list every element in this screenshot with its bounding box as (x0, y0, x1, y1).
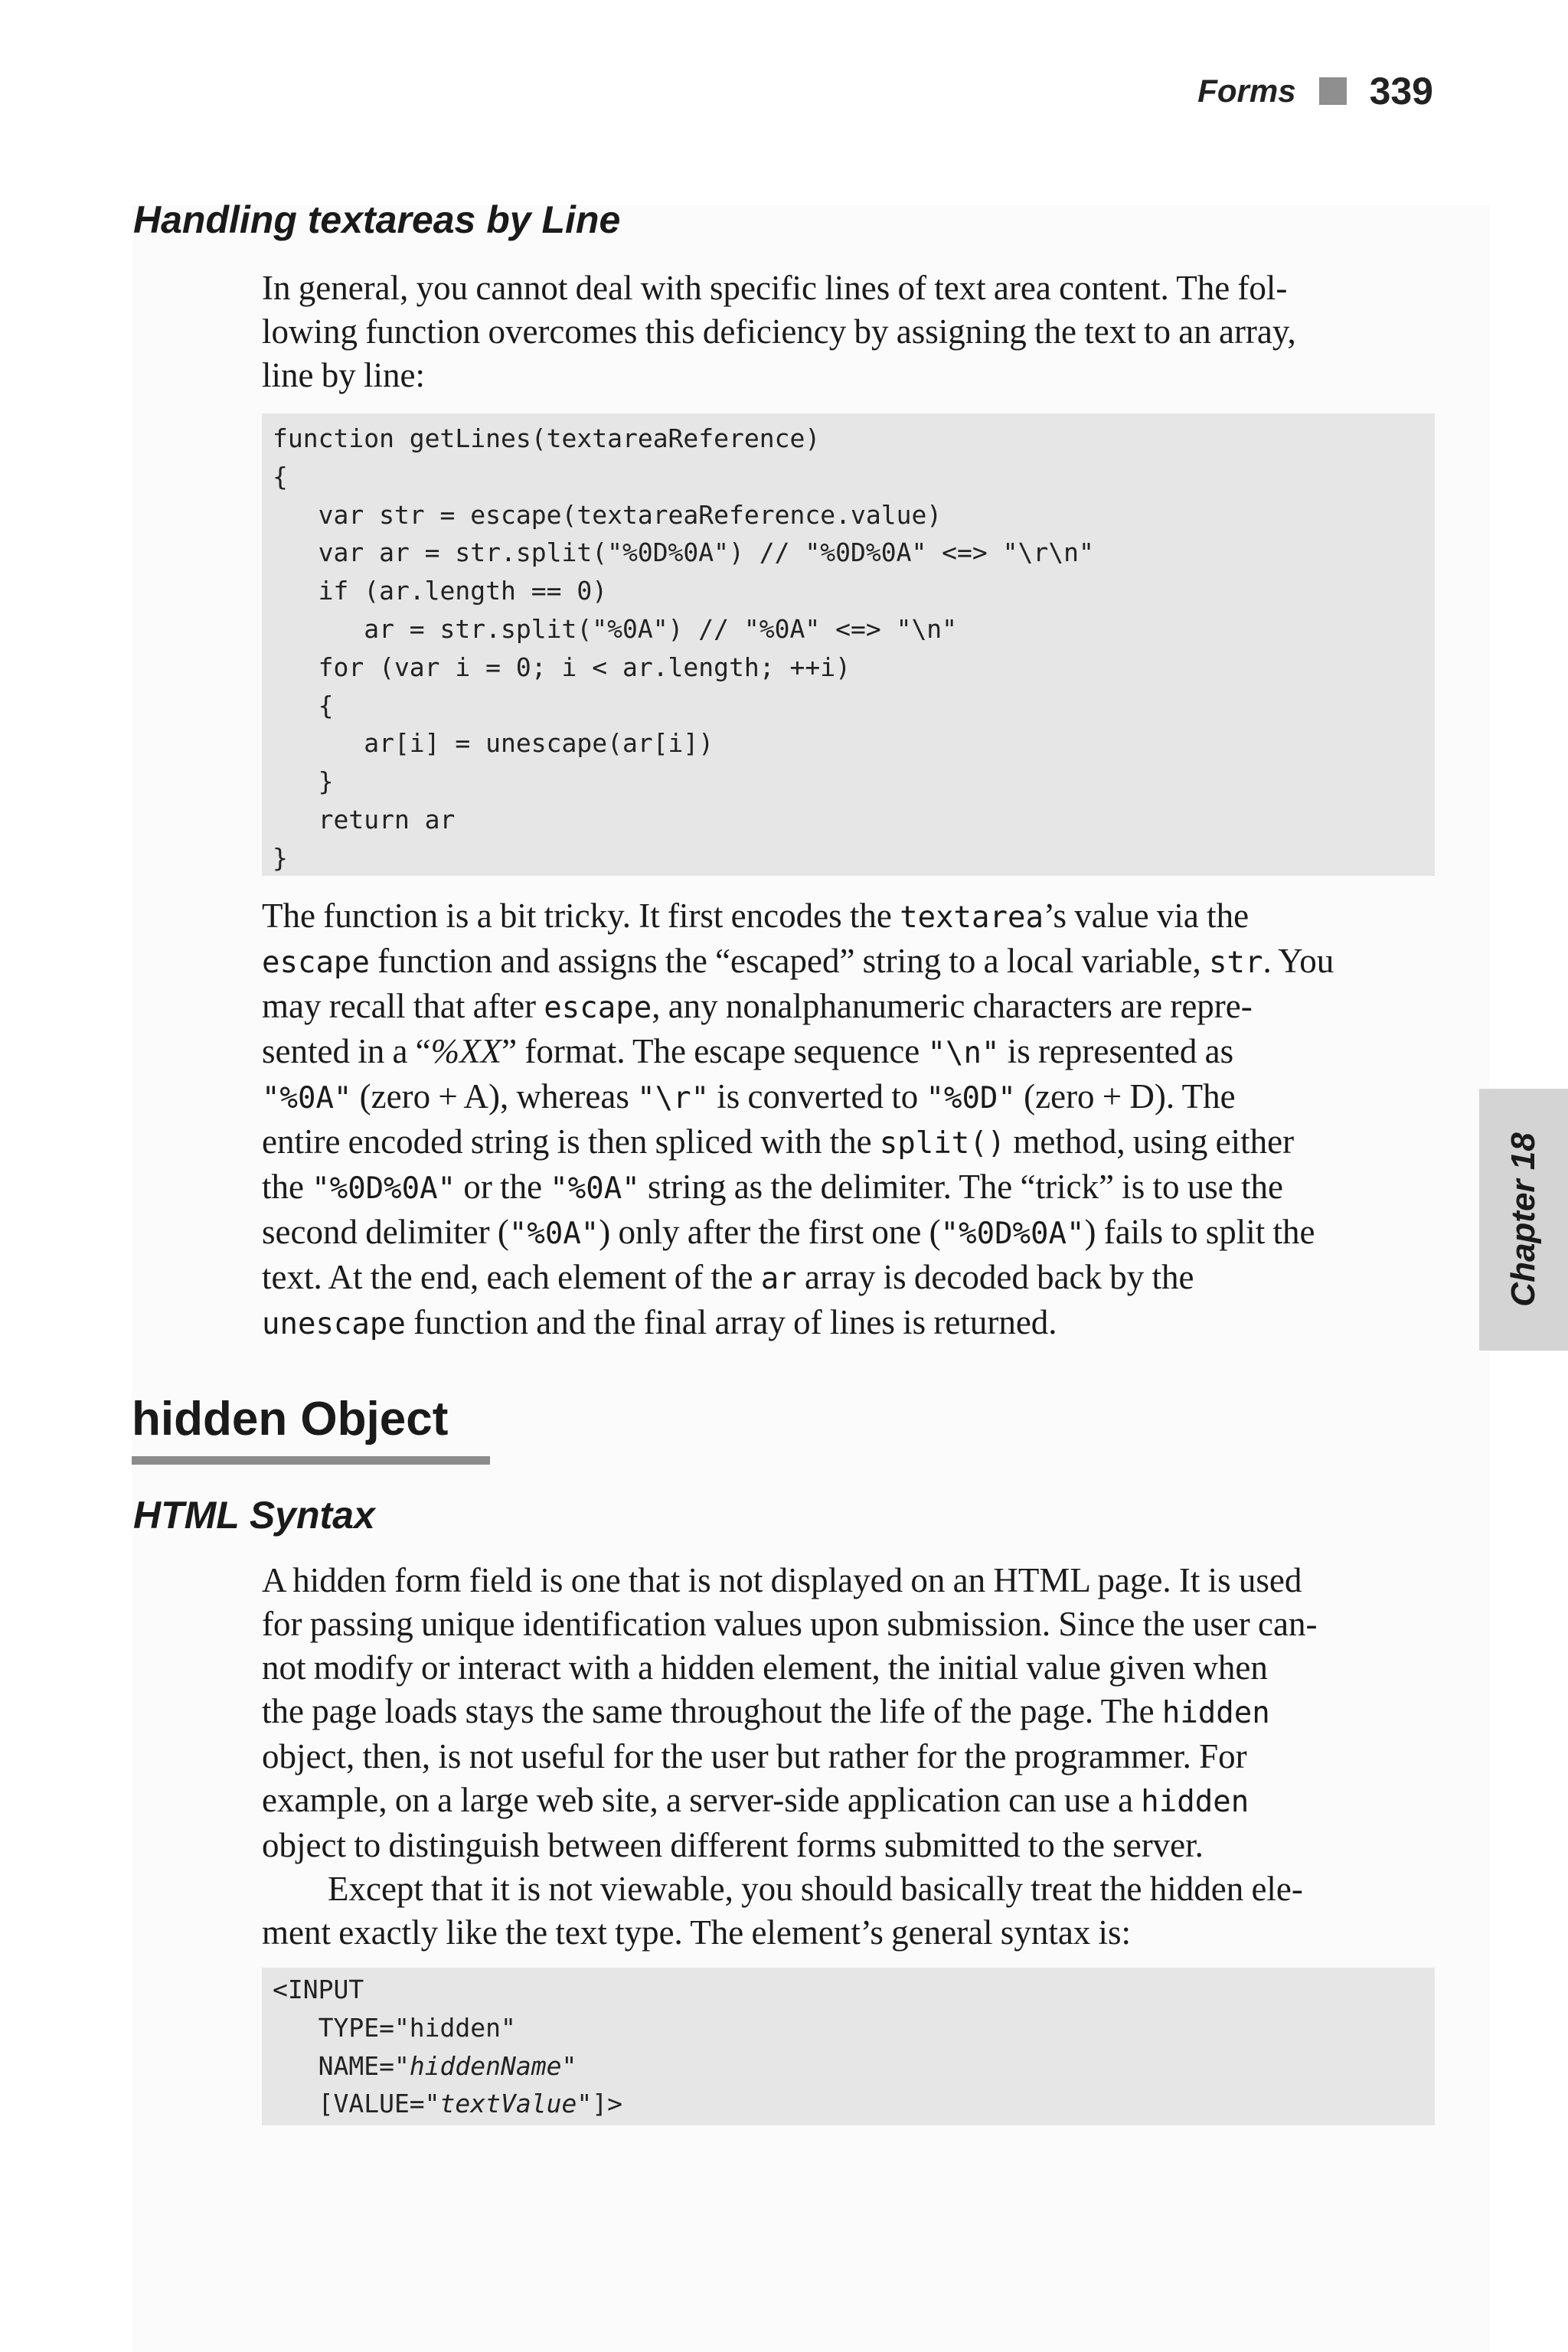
text: entire encoded string is then spliced with the (262, 1122, 880, 1161)
text: example, on a large web site, a server-side application can use a (262, 1781, 1142, 1819)
inline-code: "\n" (927, 1036, 1000, 1070)
text: may recall that after (262, 987, 544, 1025)
running-head (1197, 69, 1433, 113)
text: ” format. The escape sequence (501, 1032, 928, 1070)
section-heading-hidden-object: hidden Object (132, 1393, 449, 1446)
text: is represented as (999, 1032, 1234, 1070)
inline-code: escape (262, 946, 370, 980)
text: the page loads stays the same throughout the life of the page. The (262, 1692, 1162, 1730)
code-line: var ar = str.split("%0D%0A") // "%0D%0A" <=> "\r\n" (273, 537, 1094, 568)
code-line: for (var i = 0; i < ar.length; ++i) (273, 652, 851, 682)
text: ’s value via the (1043, 897, 1250, 935)
text: , any nonalphanumeric characters are repre- (652, 987, 1253, 1025)
text: (zero + D). The (1015, 1077, 1236, 1116)
inline-code: unescape (262, 1307, 406, 1341)
inline-code: ar (760, 1262, 797, 1296)
hidden-description-paragraph (262, 1559, 1426, 1955)
code-text: [VALUE=" (273, 2089, 440, 2119)
code-line: } (273, 842, 288, 873)
code-line: if (ar.length == 0) (273, 576, 608, 606)
inline-code: "\r" (637, 1081, 710, 1116)
text: sented in a “ (262, 1032, 431, 1070)
text: ) only after the first one ( (599, 1213, 941, 1251)
text: (zero + A), whereas (351, 1077, 638, 1116)
text-line: lowing function overcomes this deficiency by assigning the text to an array, (262, 312, 1296, 351)
text: array is decoded back by the (796, 1258, 1194, 1296)
inline-code: "%0D" (926, 1081, 1016, 1116)
text: or the (456, 1168, 550, 1206)
inline-code: "%0A" (550, 1171, 640, 1206)
code-text: <INPUT (273, 1975, 364, 2004)
italic-text: %XX (430, 1032, 502, 1070)
inline-code: split() (879, 1126, 1006, 1161)
text: function and the final array of lines is returned. (405, 1303, 1057, 1341)
code-text: TYPE="hidden" (273, 2012, 516, 2043)
code-text: "]> (577, 2089, 622, 2119)
text: the (262, 1168, 312, 1206)
code-line: var str = escape(textareaReference.value) (273, 499, 942, 530)
code-placeholder: hiddenName (409, 2050, 562, 2081)
text-line: In general, you cannot deal with specific lines of text area content. The fol- (262, 269, 1288, 307)
text: Except that it is not viewable, you should basically treat the hidden ele- (328, 1870, 1303, 1908)
text: A hidden form field is one that is not displayed on an HTML page. It is used (262, 1561, 1302, 1599)
code-block-getlines (262, 413, 1435, 876)
intro-paragraph (262, 266, 1426, 397)
inline-code: "%0D%0A" (940, 1217, 1085, 1251)
text: not modify or interact with a hidden element, the initial value given when (262, 1648, 1268, 1687)
inline-code: hidden (1141, 1785, 1250, 1819)
text-line: line by line: (262, 356, 425, 394)
text: object to distinguish between different forms submitted to the server. (262, 1826, 1204, 1864)
text: The function is a bit tricky. It first encodes the (262, 897, 900, 935)
inline-code: str (1209, 946, 1263, 980)
explanation-paragraph (262, 894, 1426, 1346)
running-head-section: Forms (1197, 73, 1296, 109)
text: ment exactly like the text type. The element’s general syntax is: (262, 1913, 1132, 1952)
code-line: { (273, 461, 288, 492)
code-placeholder: textValue (439, 2089, 577, 2119)
text: for passing unique identification values upon submission. Since the user can- (262, 1605, 1318, 1643)
text: text. At the end, each element of the (262, 1258, 761, 1296)
inline-code: escape (544, 991, 652, 1025)
code-line: return ar (273, 804, 456, 835)
inline-code: hidden (1161, 1696, 1270, 1730)
text: object, then, is not useful for the user but rather for the programmer. For (262, 1737, 1247, 1775)
text: ) fails to split the (1084, 1213, 1315, 1251)
text: . You (1263, 942, 1334, 980)
code-line (273, 1971, 1435, 2009)
inline-code: "%0A" (262, 1081, 352, 1116)
text: method, using either (1005, 1122, 1295, 1161)
inline-code: "%0A" (508, 1217, 599, 1251)
chapter-tab-label: Chapter 18 (1504, 1132, 1542, 1307)
code-text: " (561, 2050, 577, 2081)
code-line: function getLines(textareaReference) (273, 423, 821, 453)
subheading-html-syntax: HTML Syntax (133, 1494, 375, 1537)
chapter-tab (1479, 1089, 1568, 1351)
code-block-input-syntax (262, 1968, 1435, 2125)
code-line: ar = str.split("%0A") // "%0A" <=> "\n" (273, 613, 958, 644)
section-heading-textareas: Handling textareas by Line (133, 198, 621, 241)
running-head-square (1319, 77, 1347, 105)
page-number: 339 (1369, 70, 1433, 113)
code-line: } (273, 766, 334, 797)
code-text: NAME=" (273, 2050, 410, 2081)
text: second delimiter ( (262, 1213, 509, 1251)
code-line (273, 2009, 1435, 2047)
text: string as the delimiter. The “trick” is to use the (639, 1168, 1283, 1206)
code-line: ar[i] = unescape(ar[i]) (273, 728, 714, 759)
inline-code: textarea (900, 900, 1044, 935)
code-line: { (273, 690, 334, 720)
code-line (273, 2085, 1435, 2123)
text: function and assigns the “escaped” string to a local variable, (369, 942, 1210, 980)
inline-code: "%0D%0A" (312, 1171, 456, 1206)
code-line (273, 2047, 1435, 2086)
heading-underline (132, 1456, 490, 1465)
text: is converted to (709, 1077, 926, 1116)
